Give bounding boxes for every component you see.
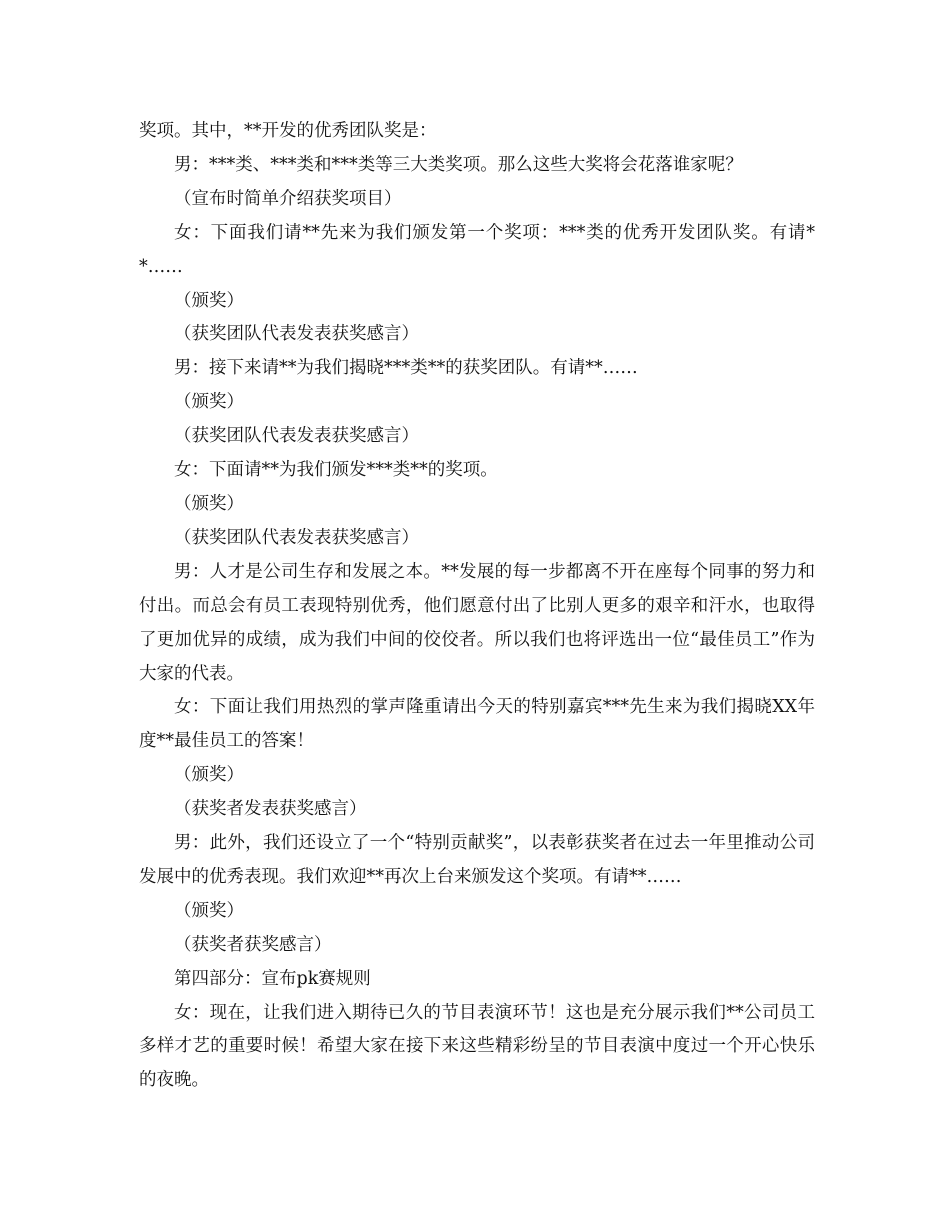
paragraph: （获奖团队代表发表获奖感言） [174,324,419,345]
paragraph: 男：人才是公司生存和发展之本。**发展的每一步都离不开在座每个同事的努力和付出。而总会有员工表现特别优秀，他们愿意付出了比别人更多的艰辛和汗水，也取得了更加优异的成绩，成为我们中间的佼佼者。所以我们也将评选出一位“最佳员工”作为大家的代表。 [139,561,815,684]
paragraph: 女：下面我们请**先来为我们颁发第一个奖项：***类的优秀开发团队奖。有请**…… [139,222,815,277]
paragraph: 奖项。其中，**开发的优秀团队奖是： [139,121,437,141]
paragraph: 男：接下来请**为我们揭晓***类**的获奖团队。有请**…… [174,358,638,379]
paragraph: （获奖者获奖感言） [174,934,332,955]
paragraph: 女：下面请**为我们颁发***类**的奖项。 [174,460,498,481]
paragraph: （颁奖） [174,493,244,514]
paragraph: 女：下面让我们用热烈的掌声隆重请出今天的特别嘉宾***先生来为我们揭晓XX年度**最佳员工的答案！ [139,697,815,752]
paragraph: （获奖团队代表发表获奖感言） [174,426,419,447]
paragraph: （颁奖） [174,900,244,921]
paragraph: 女：现在，让我们进入期待已久的节目表演环节！这也是充分展示我们**公司员工多样才艺的重要时候！希望大家在接下来这些精彩纷呈的节目表演中度过一个开心快乐的夜晚。 [139,1002,815,1091]
paragraph: 男：***类、***类和***类等三大类奖项。那么这些大奖将会花落谁家呢？ [174,154,743,175]
paragraph: （获奖者发表获奖感言） [174,799,367,820]
paragraph: 男：此外，我们还设立了一个“特别贡献奖”，以表彰获奖者在过去一年里推动公司发展中的优秀表现。我们欢迎**再次上台来颁发这个奖项。有请**…… [139,833,815,887]
paragraph: （颁奖） [174,290,244,311]
paragraph: （获奖团队代表发表获奖感言） [174,527,419,548]
document-body [139,115,815,1098]
paragraph: （颁奖） [174,765,244,786]
paragraph: （宣布时简单介绍获奖项目） [174,188,402,209]
paragraph: （颁奖） [174,392,244,413]
paragraph: 第四部分：宣布pk赛规则 [174,968,371,989]
